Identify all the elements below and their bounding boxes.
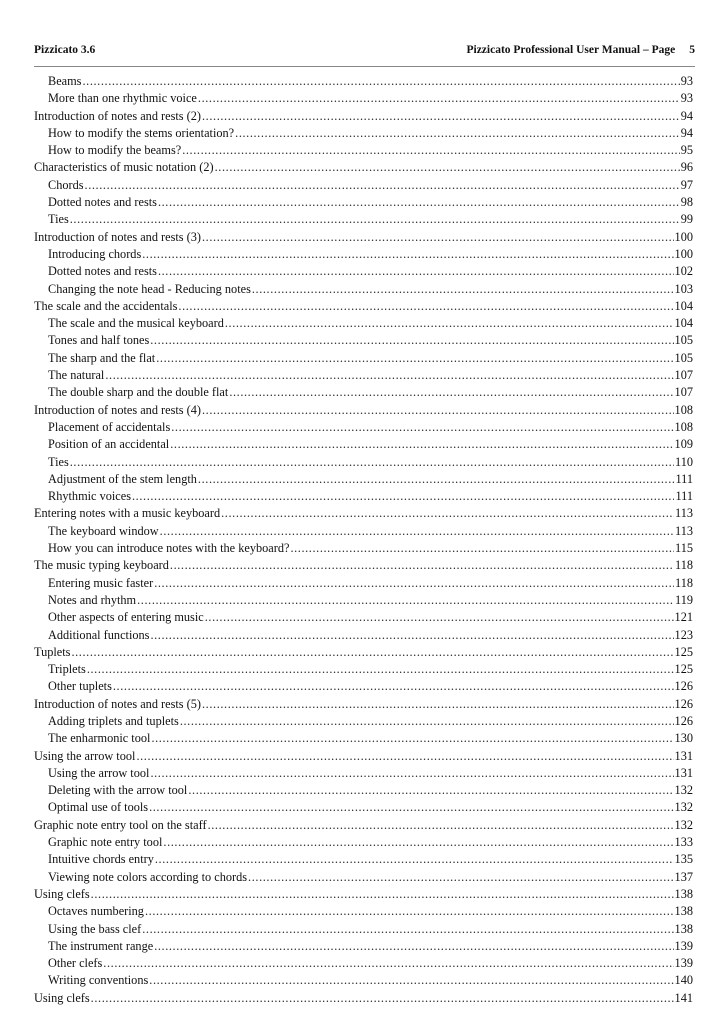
toc-entry-title: Other aspects of entering music	[48, 610, 204, 625]
toc-section-entry[interactable]	[34, 955, 693, 972]
toc-dot-leader	[113, 678, 674, 695]
toc-entry-title: Using the arrow tool	[48, 765, 150, 780]
toc-dot-leader	[171, 419, 673, 436]
toc-section-entry[interactable]	[34, 142, 693, 159]
toc-section-entry[interactable]	[34, 367, 693, 384]
toc-entry-page-number: 99	[680, 212, 693, 227]
toc-entry-page-number: 107	[674, 368, 693, 383]
toc-chapter-entry[interactable]	[34, 108, 693, 125]
toc-entry-title: Introduction of notes and rests (5)	[34, 696, 201, 711]
toc-dot-leader	[202, 108, 680, 125]
toc-chapter-entry[interactable]	[34, 644, 693, 661]
toc-entry-page-number: 118	[675, 558, 693, 573]
toc-entry-page-number: 125	[674, 662, 693, 677]
toc-entry-page-number: 98	[680, 195, 693, 210]
toc-entry-page-number: 123	[674, 627, 693, 642]
toc-section-entry[interactable]	[34, 384, 693, 401]
toc-entry-page-number: 110	[675, 454, 693, 469]
toc-entry-title: Octaves numbering	[48, 904, 144, 919]
toc-entry-title: Changing the note head - Reducing notes	[48, 281, 251, 296]
toc-entry-title: The music typing keyboard	[34, 558, 169, 573]
toc-entry-page-number: 118	[675, 575, 693, 590]
toc-entry-title: Using the bass clef	[48, 921, 142, 936]
toc-entry-page-number: 130	[674, 731, 693, 746]
toc-entry-page-number: 126	[674, 696, 693, 711]
toc-entry-title: How to modify the stems orientation?	[48, 125, 235, 140]
toc-entry-page-number: 133	[674, 835, 693, 850]
toc-section-entry[interactable]	[34, 592, 693, 609]
toc-entry-page-number: 119	[675, 592, 693, 607]
toc-dot-leader	[82, 73, 679, 90]
toc-entry-page-number: 104	[674, 316, 693, 331]
toc-section-entry[interactable]	[34, 921, 693, 938]
toc-entry-title: Introduction of notes and rests (4)	[34, 402, 201, 417]
toc-section-entry[interactable]	[34, 713, 693, 730]
toc-dot-leader	[142, 246, 673, 263]
toc-entry-title: Graphic note entry tool on the staff	[34, 817, 207, 832]
toc-entry-title: Characteristics of music notation (2)	[34, 160, 214, 175]
toc-dot-leader	[202, 229, 674, 246]
toc-entry-page-number: 102	[674, 264, 693, 279]
toc-dot-leader	[156, 350, 673, 367]
toc-dot-leader	[163, 834, 673, 851]
toc-entry-title: Entering music faster	[48, 575, 154, 590]
toc-entry-title: Using clefs	[34, 990, 90, 1005]
toc-dot-leader	[155, 851, 674, 868]
toc-entry-page-number: 113	[675, 523, 693, 538]
toc-chapter-entry[interactable]	[34, 886, 693, 903]
toc-dot-leader	[170, 557, 674, 574]
toc-section-entry[interactable]	[34, 488, 693, 505]
toc-section-entry[interactable]	[34, 834, 693, 851]
toc-dot-leader	[154, 938, 673, 955]
toc-entry-title: The scale and the musical keyboard	[48, 316, 224, 331]
toc-entry-title: Introducing chords	[48, 246, 142, 261]
toc-entry-title: Dotted notes and rests	[48, 264, 157, 279]
toc-entry-page-number: 126	[674, 679, 693, 694]
toc-entry-title: The natural	[48, 368, 105, 383]
toc-chapter-entry[interactable]	[34, 402, 693, 419]
toc-entry-title: Introduction of notes and rests (3)	[34, 229, 201, 244]
toc-dot-leader	[235, 125, 680, 142]
toc-dot-leader	[198, 471, 675, 488]
toc-entry-title: Dotted notes and rests	[48, 195, 157, 210]
toc-entry-title: Optimal use of tools	[48, 800, 149, 815]
toc-dot-leader	[150, 627, 673, 644]
toc-entry-title: Rhythmic voices	[48, 489, 131, 504]
toc-section-entry[interactable]	[34, 938, 693, 955]
toc-entry-page-number: 105	[674, 350, 693, 365]
toc-entry-page-number: 100	[674, 229, 693, 244]
toc-entry-title: Using clefs	[34, 886, 90, 901]
toc-dot-leader	[205, 609, 674, 626]
toc-section-entry[interactable]	[34, 177, 693, 194]
toc-entry-title: The double sharp and the double flat	[48, 385, 229, 400]
toc-section-entry[interactable]	[34, 765, 693, 782]
toc-section-entry[interactable]	[34, 869, 693, 886]
header-manual-label: Pizzicato Professional User Manual – Page	[466, 44, 676, 56]
toc-dot-leader	[136, 748, 673, 765]
toc-dot-leader	[221, 505, 674, 522]
toc-entry-page-number: 131	[674, 748, 693, 763]
toc-entry-page-number: 131	[674, 765, 693, 780]
toc-dot-leader	[182, 142, 680, 159]
toc-entry-page-number: 107	[674, 385, 693, 400]
toc-chapter-entry[interactable]	[34, 229, 693, 246]
toc-dot-leader	[158, 263, 674, 280]
toc-entry-page-number: 103	[674, 281, 693, 296]
toc-dot-leader	[229, 384, 673, 401]
toc-entry-title: Other clefs	[48, 956, 103, 971]
toc-entry-title: Additional functions	[48, 627, 150, 642]
toc-chapter-entry[interactable]	[34, 298, 693, 315]
toc-dot-leader	[188, 782, 673, 799]
toc-entry-page-number: 132	[674, 800, 693, 815]
toc-entry-page-number: 104	[674, 298, 693, 313]
toc-section-entry[interactable]	[34, 419, 693, 436]
toc-dot-leader	[149, 972, 673, 989]
toc-section-entry[interactable]	[34, 454, 693, 471]
toc-section-entry[interactable]	[34, 972, 693, 989]
toc-section-entry[interactable]	[34, 436, 693, 453]
toc-dot-leader	[145, 903, 674, 920]
page-header	[34, 40, 695, 60]
toc-section-entry[interactable]	[34, 263, 693, 280]
toc-section-entry[interactable]	[34, 523, 693, 540]
toc-dot-leader	[70, 211, 680, 228]
toc-entry-page-number: 108	[674, 402, 693, 417]
toc-entry-page-number: 137	[674, 869, 693, 884]
toc-section-entry[interactable]	[34, 851, 693, 868]
toc-dot-leader	[178, 298, 673, 315]
toc-entry-title: How to modify the beams?	[48, 143, 182, 158]
toc-entry-title: More than one rhythmic voice	[48, 91, 197, 106]
toc-chapter-entry[interactable]	[34, 557, 693, 574]
toc-entry-title: Graphic note entry tool	[48, 835, 163, 850]
toc-entry-title: Deleting with the arrow tool	[48, 783, 188, 798]
toc-section-entry[interactable]	[34, 903, 693, 920]
toc-entry-title: Adding triplets and tuplets	[48, 713, 179, 728]
toc-section-entry[interactable]	[34, 678, 693, 695]
toc-dot-leader	[180, 713, 674, 730]
toc-entry-title: Introduction of notes and rests (2)	[34, 108, 201, 123]
toc-dot-leader	[252, 281, 674, 298]
toc-entry-title: Writing conventions	[48, 973, 149, 988]
toc-entry-page-number: 105	[674, 333, 693, 348]
toc-section-entry[interactable]	[34, 575, 693, 592]
toc-section-entry[interactable]	[34, 471, 693, 488]
toc-entry-title: Placement of accidentals	[48, 419, 171, 434]
toc-dot-leader	[142, 921, 673, 938]
toc-entry-page-number: 97	[680, 177, 693, 192]
toc-entry-title: Beams	[48, 74, 82, 88]
toc-entry-title: Using the arrow tool	[34, 748, 136, 763]
toc-entry-page-number: 132	[674, 783, 693, 798]
header-page-number: 5	[689, 44, 695, 56]
toc-section-entry[interactable]	[34, 125, 693, 142]
toc-dot-leader	[105, 367, 673, 384]
toc-dot-leader	[170, 436, 673, 453]
toc-dot-leader	[151, 730, 673, 747]
toc-dot-leader	[215, 159, 680, 176]
toc-dot-leader	[91, 990, 674, 1007]
toc-entry-page-number: 121	[674, 610, 693, 625]
toc-entry-page-number: 115	[675, 541, 693, 556]
toc-entry-page-number: 139	[674, 938, 693, 953]
toc-entry-page-number: 126	[674, 713, 693, 728]
toc-entry-page-number: 100	[674, 246, 693, 261]
toc-dot-leader	[198, 90, 680, 107]
header-manual-title	[466, 44, 695, 56]
toc-chapter-entry[interactable]	[34, 505, 693, 522]
toc-section-entry[interactable]	[34, 194, 693, 211]
toc-entry-title: Position of an accidental	[48, 437, 170, 452]
toc-entry-page-number: 141	[674, 990, 693, 1005]
toc-entry-title: Ties	[48, 454, 69, 469]
toc-entry-title: The keyboard window	[48, 523, 159, 538]
toc-section-entry[interactable]	[34, 661, 693, 678]
toc-entry-page-number: 93	[680, 91, 693, 106]
toc-dot-leader	[150, 765, 673, 782]
toc-chapter-entry[interactable]	[34, 696, 693, 713]
toc-section-entry[interactable]	[34, 799, 693, 816]
toc-entry-title: Tones and half tones	[48, 333, 150, 348]
toc-entry-title: Chords	[48, 177, 84, 192]
toc-entry-page-number: 95	[680, 143, 693, 158]
toc-entry-title: How you can introduce notes with the keyboard?	[48, 541, 290, 556]
toc-entry-title: Notes and rhythm	[48, 592, 137, 607]
toc-dot-leader	[202, 696, 674, 713]
toc-section-entry[interactable]	[34, 350, 693, 367]
toc-dot-leader	[137, 592, 674, 609]
toc-entry-title: Tuplets	[34, 644, 71, 659]
toc-entry-page-number: 111	[675, 489, 693, 504]
toc-chapter-entry[interactable]	[34, 748, 693, 765]
toc-section-entry[interactable]	[34, 540, 693, 557]
toc-entry-title: The enharmonic tool	[48, 731, 151, 746]
toc-entry-page-number: 108	[674, 419, 693, 434]
toc-entry-page-number: 125	[674, 644, 693, 659]
toc-entry-page-number: 109	[674, 437, 693, 452]
toc-chapter-entry[interactable]	[34, 159, 693, 176]
toc-section-entry[interactable]	[34, 782, 693, 799]
table-of-contents	[34, 73, 693, 1007]
toc-dot-leader	[160, 523, 674, 540]
toc-section-entry[interactable]	[34, 332, 693, 349]
toc-dot-leader	[225, 315, 674, 332]
toc-dot-leader	[150, 332, 673, 349]
toc-dot-leader	[103, 955, 673, 972]
toc-section-entry[interactable]	[34, 211, 693, 228]
toc-entry-page-number: 139	[674, 956, 693, 971]
toc-entry-title: Viewing note colors according to chords	[48, 869, 248, 884]
toc-chapter-entry[interactable]	[34, 990, 693, 1007]
toc-dot-leader	[87, 661, 674, 678]
toc-dot-leader	[208, 817, 674, 834]
toc-dot-leader	[248, 869, 674, 886]
toc-dot-leader	[85, 177, 680, 194]
toc-section-entry[interactable]	[34, 609, 693, 626]
toc-entry-title: Other tuplets	[48, 679, 112, 694]
toc-entry-page-number: 113	[675, 506, 693, 521]
toc-entry-page-number: 94	[680, 125, 693, 140]
toc-section-entry[interactable]	[34, 627, 693, 644]
toc-entry-title: Adjustment of the stem length	[48, 471, 197, 486]
toc-section-entry[interactable]	[34, 73, 693, 90]
toc-entry-title: Triplets	[48, 662, 86, 677]
header-product-title: Pizzicato 3.6	[34, 44, 96, 56]
toc-entry-page-number: 96	[680, 160, 693, 175]
toc-entry-title: The sharp and the flat	[48, 350, 156, 365]
toc-entry-page-number: 132	[674, 817, 693, 832]
toc-dot-leader	[70, 454, 674, 471]
toc-entry-page-number: 140	[674, 973, 693, 988]
toc-dot-leader	[149, 799, 673, 816]
toc-dot-leader	[158, 194, 680, 211]
toc-section-entry[interactable]	[34, 281, 693, 298]
toc-entry-title: Entering notes with a music keyboard	[34, 506, 221, 521]
toc-dot-leader	[132, 488, 674, 505]
toc-entry-page-number: 111	[675, 471, 693, 486]
toc-dot-leader	[71, 644, 673, 661]
toc-section-entry[interactable]	[34, 315, 693, 332]
toc-entry-title: Intuitive chords entry	[48, 852, 154, 867]
toc-chapter-entry[interactable]	[34, 817, 693, 834]
toc-entry-title: The instrument range	[48, 938, 154, 953]
toc-dot-leader	[202, 402, 674, 419]
toc-entry-page-number: 138	[674, 886, 693, 901]
toc-entry-page-number: 135	[674, 852, 693, 867]
toc-dot-leader	[290, 540, 674, 557]
toc-section-entry[interactable]	[34, 730, 693, 747]
toc-dot-leader	[154, 575, 674, 592]
toc-entry-title: The scale and the accidentals	[34, 298, 178, 313]
toc-section-entry[interactable]	[34, 246, 693, 263]
toc-entry-page-number: 94	[680, 108, 693, 123]
toc-section-entry[interactable]	[34, 90, 693, 107]
toc-entry-page-number: 93	[680, 74, 693, 88]
header-divider	[34, 66, 695, 67]
toc-dot-leader	[91, 886, 674, 903]
toc-entry-title: Ties	[48, 212, 69, 227]
toc-entry-page-number: 138	[674, 921, 693, 936]
toc-entry-page-number: 138	[674, 904, 693, 919]
